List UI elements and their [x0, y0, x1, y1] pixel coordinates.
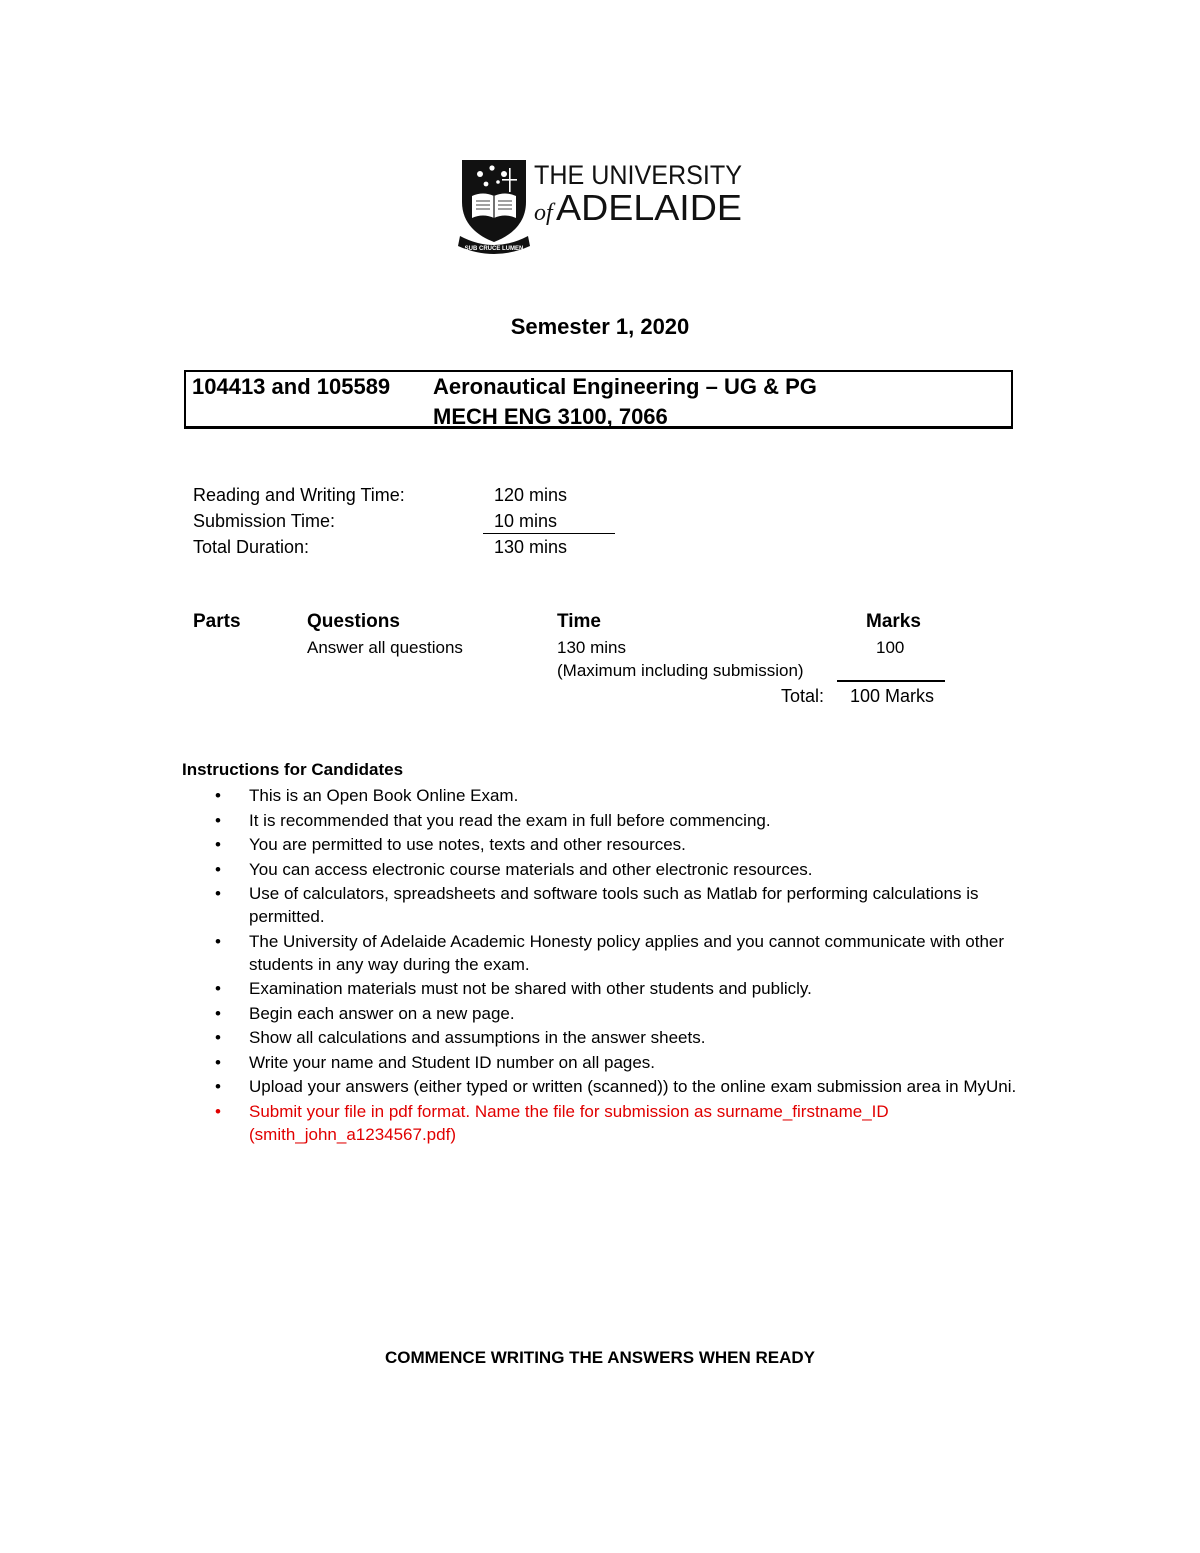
list-item — [182, 1026, 1082, 1049]
bullet-icon: • — [215, 859, 221, 879]
list-item-text: The University of Adelaide Academic Honesty policy applies and you cannot communicate with other — [249, 931, 1005, 951]
list-item-text: permitted. — [249, 907, 325, 926]
questions-header: Questions — [307, 611, 400, 632]
list-item — [182, 1051, 1082, 1074]
university-logo — [458, 158, 748, 258]
list-item-continuation — [182, 1123, 1082, 1146]
instructions-title: Instructions for Candidates — [182, 760, 404, 779]
total-value: 100 Marks — [850, 686, 935, 706]
marks-cell: 100 — [876, 638, 905, 657]
bullet-icon: • — [215, 1101, 221, 1121]
bullet-icon: • — [215, 810, 221, 830]
list-item-text: Submit your file in pdf format. Name the file for submission as surname_firstname_ID — [249, 1101, 889, 1121]
list-item-highlight — [182, 1100, 1082, 1123]
course-title: Aeronautical Engineering – UG & PG — [433, 374, 817, 399]
course-subtitle: MECH ENG 3100, 7066 — [433, 404, 668, 429]
list-item-text: This is an Open Book Online Exam. — [249, 786, 519, 805]
time-note: (Maximum including submission) — [557, 661, 804, 680]
marks-sum-rule — [837, 680, 945, 682]
list-item-text: Examination materials must not be shared with other students and publicly. — [249, 979, 812, 998]
university-crest-icon — [458, 158, 748, 258]
list-item-text: It is recommended that you read the exam in full before commencing. — [249, 810, 771, 830]
submission-time-label: Submission Time: — [193, 511, 336, 531]
time-cell: 130 mins — [557, 638, 626, 657]
questions-cell: Answer all questions — [307, 638, 463, 657]
total-label: Total: — [781, 686, 825, 706]
list-item-text: You can access electronic course materials and other electronic resources. — [249, 859, 813, 879]
logo-line1: THE UNIVERSITY — [534, 160, 742, 190]
list-item — [182, 833, 1082, 856]
total-duration-label: Total Duration: — [193, 537, 310, 557]
bullet-icon: • — [215, 786, 221, 805]
list-item-text: You are permitted to use notes, texts and other resources. — [249, 835, 686, 854]
bullet-icon: • — [215, 1003, 221, 1023]
list-item-text: Upload your answers (either typed or written (scanned)) to the online exam submission area in MyUni. — [249, 1077, 1017, 1096]
bullet-icon: • — [215, 1077, 221, 1096]
reading-time-value: 120 mins — [494, 485, 568, 505]
marks-header: Marks — [866, 611, 921, 632]
logo-of: of — [534, 200, 553, 226]
submission-time-value: 10 mins — [494, 511, 558, 531]
list-item — [182, 809, 1082, 832]
list-item-text: students in any way during the exam. — [249, 954, 530, 974]
bullet-icon: • — [215, 835, 221, 854]
instructions-list — [182, 784, 1082, 1146]
reading-time-label: Reading and Writing Time: — [193, 485, 405, 505]
list-item — [182, 784, 1082, 807]
time-header: Time — [557, 611, 602, 632]
list-item — [182, 858, 1082, 881]
logo-motto: SUB CRUCE LUMEN — [464, 246, 524, 252]
logo-adelaide: ADELAIDE — [556, 187, 742, 228]
bullet-icon: • — [215, 884, 221, 903]
list-item-continuation — [182, 905, 1082, 928]
semester-heading: Semester 1, 2020 — [510, 314, 690, 339]
list-item-text: Show all calculations and assumptions in the answer sheets. — [249, 1028, 706, 1047]
bullet-icon: • — [215, 1028, 221, 1047]
parts-header: Parts — [193, 611, 241, 632]
list-item-continuation — [182, 953, 1082, 976]
commence-notice: COMMENCE WRITING THE ANSWERS WHEN READY — [384, 1348, 816, 1367]
list-item — [182, 1002, 1082, 1025]
list-item-text: Begin each answer on a new page. — [249, 1003, 515, 1023]
course-codes: 104413 and 105589 — [192, 374, 391, 399]
list-item — [182, 930, 1082, 953]
list-item — [182, 977, 1082, 1000]
instructions-section — [182, 760, 1082, 1147]
bullet-icon: • — [215, 1052, 221, 1072]
list-item-text: (smith_john_a1234567.pdf) — [249, 1124, 456, 1144]
timing-sum-rule — [483, 533, 615, 534]
list-item-text: Use of calculators, spreadsheets and software tools such as Matlab for performing calculations is — [249, 884, 979, 903]
list-item — [182, 1075, 1082, 1098]
list-item-text: Write your name and Student ID number on all pages. — [249, 1052, 656, 1072]
bullet-icon: • — [215, 979, 221, 998]
list-item — [182, 882, 1082, 905]
total-duration-value: 130 mins — [494, 537, 568, 557]
bullet-icon: • — [215, 931, 221, 951]
